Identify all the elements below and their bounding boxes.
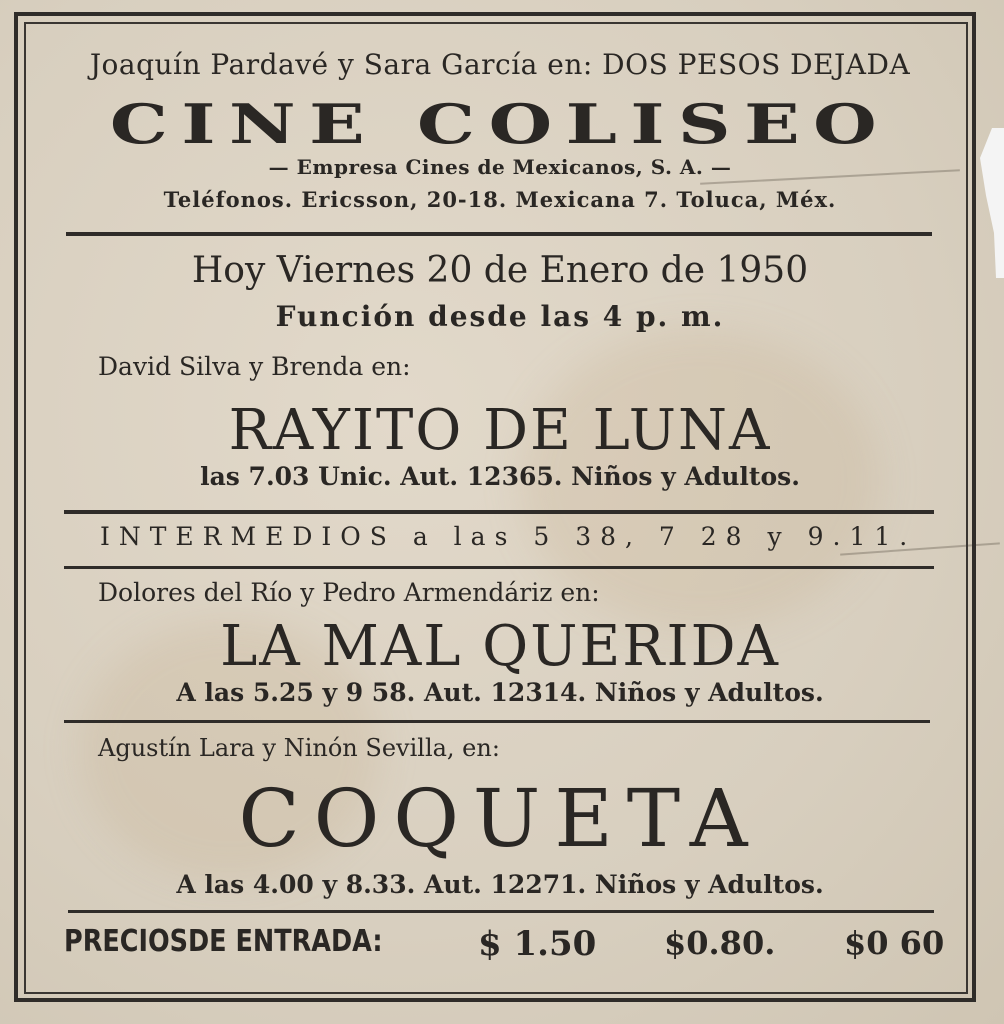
film-3-title: COQUETA [238,772,762,865]
price-value: $0 60 [844,924,945,962]
theater-name: CINE COLISEO [109,92,891,156]
divider-rule [64,510,934,514]
function-line: Función desde las 4 p. m. [275,300,725,333]
divider-rule [68,910,934,913]
film-2-title: LA MAL QUERIDA [220,614,780,679]
prices-row [64,924,944,968]
divider-rule [64,566,934,569]
intermissions-line: INTERMEDIOS a las 5 38, 7 28 y 9.11. [100,522,917,551]
film-3-cast: Agustín Lara y Ninón Sevilla, en: [98,734,500,762]
divider-rule [66,232,932,236]
prices-label: PRECIOSDE ENTRADA: [64,924,383,959]
date-line: Hoy Viernes 20 de Enero de 1950 [191,250,809,291]
film-3-details: A las 4.00 y 8.33. Aut. 12271. Niños y Adultos. [176,870,824,899]
company-line: — Empresa Cines de Mexicanos, S. A. — [268,155,732,179]
film-1-details: las 7.03 Unic. Aut. 12365. Niños y Adultos. [200,462,800,491]
top-billing: Joaquín Pardavé y Sara García en: DOS PESOS DEJADA [89,48,911,81]
divider-rule [64,720,930,723]
price-value: $ 1.50 [478,924,597,964]
film-1-cast: David Silva y Brenda en: [98,352,411,381]
price-value: $0.80. [664,924,776,962]
film-1-title: RAYITO DE LUNA [228,398,772,463]
film-2-cast: Dolores del Río y Pedro Armendáriz en: [98,578,600,607]
film-2-details: A las 5.25 y 9 58. Aut. 12314. Niños y Adultos. [176,678,824,707]
phones-line: Teléfonos. Ericsson, 20-18. Mexicana 7. Toluca, Méx. [163,187,837,212]
